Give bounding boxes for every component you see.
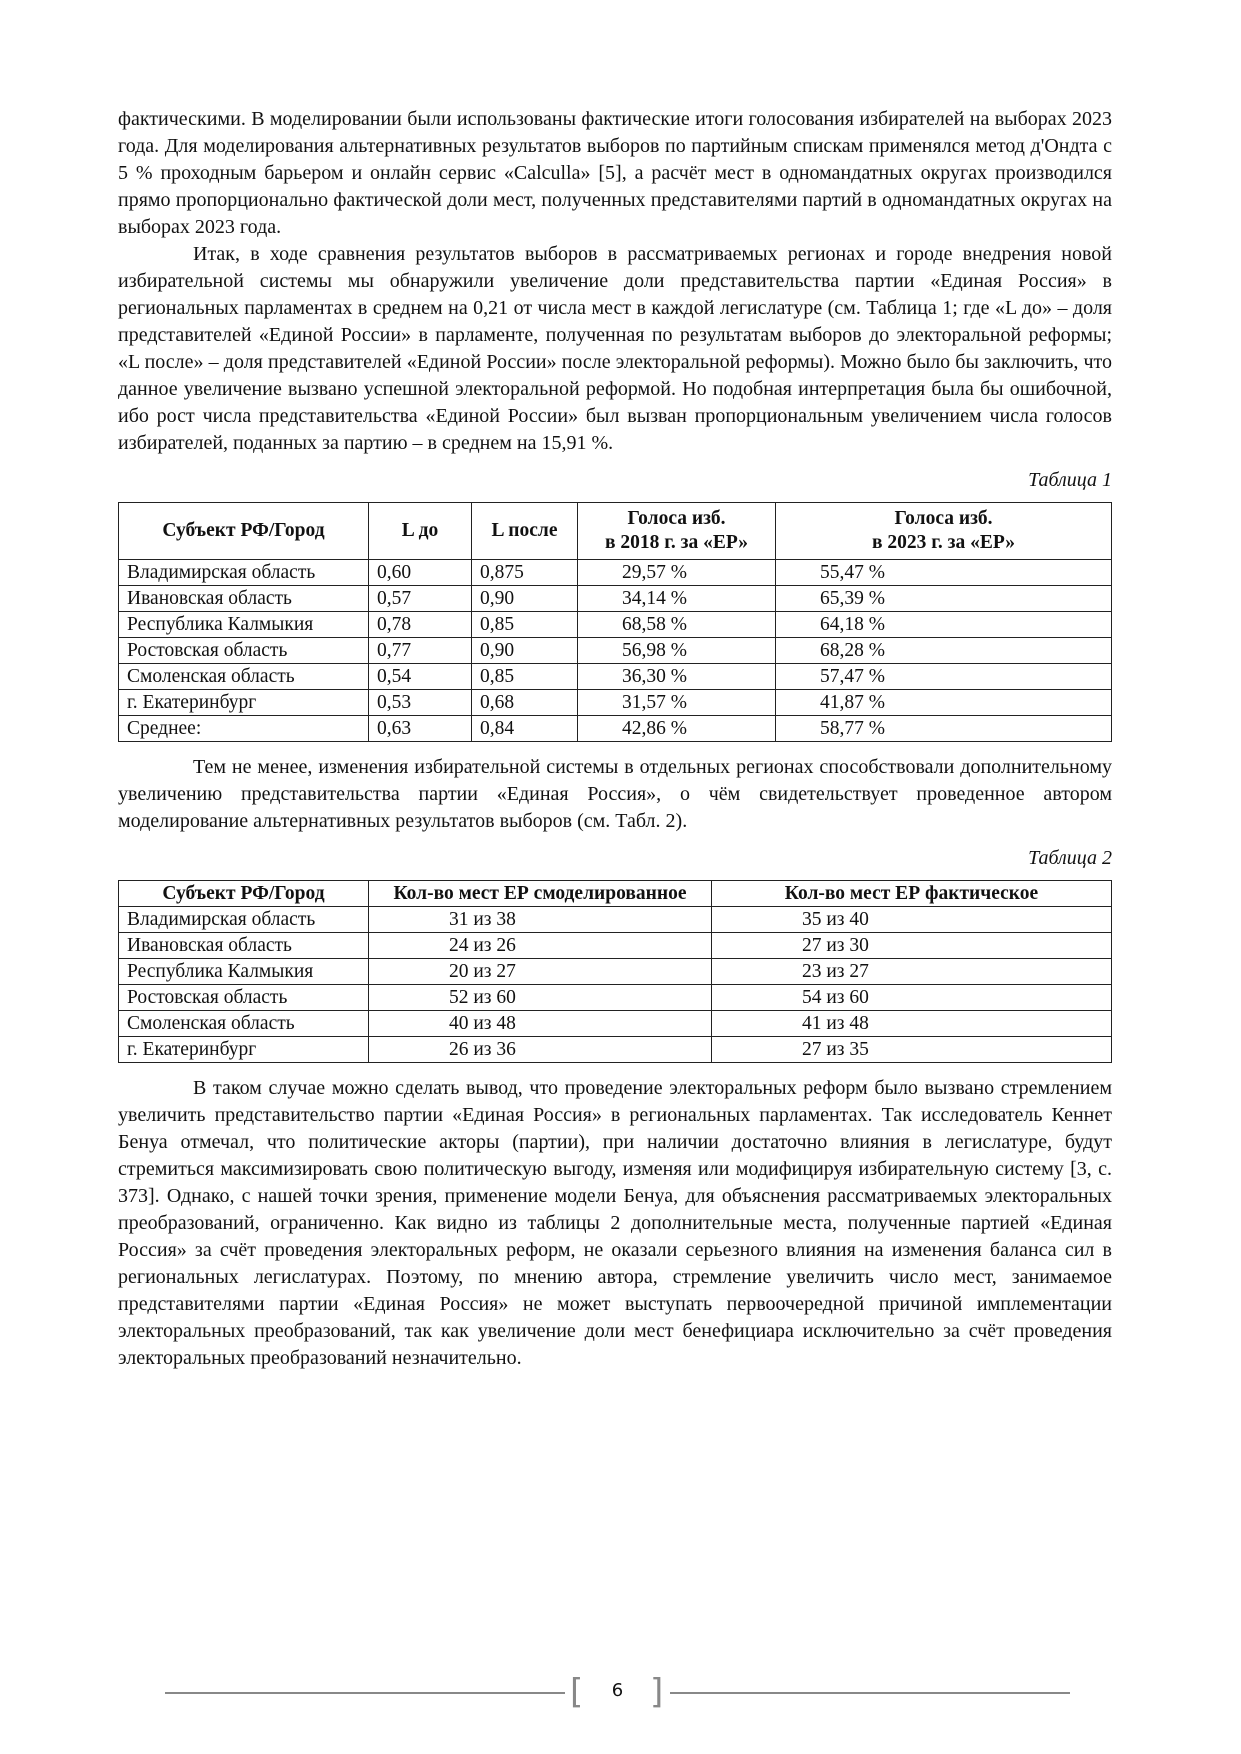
table-cell: 40 из 48 xyxy=(369,1011,712,1037)
header-line: Голоса изб. xyxy=(894,508,993,529)
table-row xyxy=(119,1037,1112,1063)
page-number: 6 xyxy=(611,1680,624,1701)
table-cell: 0,60 xyxy=(369,560,472,586)
table-cell: 56,98 % xyxy=(578,638,776,664)
document-page xyxy=(118,106,1112,1372)
column-header: Кол-во мест ЕР смоделированное xyxy=(369,881,712,907)
table-row xyxy=(119,716,1112,742)
table-row xyxy=(119,690,1112,716)
table-row xyxy=(119,612,1112,638)
table-caption: Таблица 1 xyxy=(1028,469,1112,491)
table-cell: Ивановская область xyxy=(119,586,369,612)
table-cell: 0,63 xyxy=(369,716,472,742)
page-footer xyxy=(165,1670,1070,1714)
table-row xyxy=(119,985,1112,1011)
table-cell: 64,18 % xyxy=(776,612,1112,638)
table-caption: Таблица 2 xyxy=(1028,847,1112,869)
table-header-row xyxy=(119,881,1112,907)
table-cell: 20 из 27 xyxy=(369,959,712,985)
table-row xyxy=(119,933,1112,959)
table-cell: Владимирская область xyxy=(119,560,369,586)
column-header: L до xyxy=(369,503,472,560)
table-cell: Ростовская область xyxy=(119,638,369,664)
table-cell: 54 из 60 xyxy=(712,985,1112,1011)
table-cell: 42,86 % xyxy=(578,716,776,742)
table-row xyxy=(119,664,1112,690)
paragraph: Итак, в ходе сравнения результатов выборов в рассматриваемых регионах и городе внедрения новой избирательной системы мы обнаружили увеличение доли представительства партии «Единая Россия» в региональных парламентах в среднем на 0,21 от числа мест в каждой легислатуре (см. Таблица 1; где «L до» – доля представителей «Единой России» в парламенте, полученная по результатам выборов до электоральной реформы; «L после» – доля представителей «Единой России» после электоральной реформы). Можно было бы заключить, что данное увеличение вызвано успешной электоральной реформой. Но подобная интерпретация была бы ошибочной, ибо рост числа представительства «Единой России» был вызван пропорциональным увеличением числа голосов избирателей, поданных за партию – в среднем на 15,91 %. xyxy=(118,243,1112,454)
table-row xyxy=(119,959,1112,985)
table-cell: 0,57 xyxy=(369,586,472,612)
column-header: Кол-во мест ЕР фактическое xyxy=(712,881,1112,907)
table-cell: 0,78 xyxy=(369,612,472,638)
table-cell: 41,87 % xyxy=(776,690,1112,716)
table-cell: 31,57 % xyxy=(578,690,776,716)
paragraph: Тем не менее, изменения избирательной системы в отдельных регионах способствовали дополнительному увеличению представительства партии «Единая Россия», о чём свидетельствует проведенное автором моделирование альтернативных результатов выборов (см. Табл. 2). xyxy=(118,756,1112,832)
table-cell: 23 из 27 xyxy=(712,959,1112,985)
table-1 xyxy=(118,502,1112,742)
table-row xyxy=(119,586,1112,612)
footer-rule xyxy=(165,1692,565,1694)
table-cell: 0,53 xyxy=(369,690,472,716)
header-line: Голоса изб. xyxy=(627,508,726,529)
table-cell: 0,85 xyxy=(472,612,578,638)
table-2 xyxy=(118,880,1112,1063)
table-cell: 36,30 % xyxy=(578,664,776,690)
header-line: в 2023 г. за «ЕР» xyxy=(871,532,1016,553)
table-cell: Ивановская область xyxy=(119,933,369,959)
table-cell: Среднее: xyxy=(119,716,369,742)
header-line: в 2018 г. за «ЕР» xyxy=(604,532,749,553)
table-cell: 0,77 xyxy=(369,638,472,664)
table-cell: 58,77 % xyxy=(776,716,1112,742)
table-cell: 65,39 % xyxy=(776,586,1112,612)
table-cell: Республика Калмыкия xyxy=(119,959,369,985)
table-row xyxy=(119,1011,1112,1037)
paragraph: В таком случае можно сделать вывод, что проведение электоральных реформ было вызвано стремлением увеличить представительство партии «Единая Россия» в региональных парламентах. Так исследователь Кеннет Бенуа отмечал, что политические акторы (партии), при наличии достаточно влияния в легислатуре, будут стремиться максимизировать свою политическую выгоду, изменяя или модифицируя избирательную систему [3, с. 373]. Однако, с нашей точки зрения, применение модели Бенуа, для объяснения рассматриваемых электоральных преобразований, ограниченно. Как видно из таблицы 2 дополнительные места, полученные партией «Единая Россия» за счёт проведения электоральных реформ, не оказали серьезного влияния на изменения баланса сил в региональных легислатурах. Поэтому, по мнению автора, стремление увеличить число мест, занимаемое представителями партии «Единая Россия» не может выступать первоочередной причиной имплементации электоральных преобразований, так как увеличение доли мест бенефициара исключительно за счёт проведения электоральных преобразований незначительно. xyxy=(118,1077,1112,1369)
table-row xyxy=(119,907,1112,933)
table-cell: Ростовская область xyxy=(119,985,369,1011)
table-row xyxy=(119,638,1112,664)
column-header: L после xyxy=(472,503,578,560)
table-cell: 68,28 % xyxy=(776,638,1112,664)
table-cell: 24 из 26 xyxy=(369,933,712,959)
table-cell: Смоленская область xyxy=(119,664,369,690)
table-cell: 0,54 xyxy=(369,664,472,690)
table-cell: 0,90 xyxy=(472,638,578,664)
table-cell: г. Екатеринбург xyxy=(119,1037,369,1063)
table-cell: Владимирская область xyxy=(119,907,369,933)
table-cell: 41 из 48 xyxy=(712,1011,1112,1037)
column-header xyxy=(776,503,1112,560)
table-header-row xyxy=(119,503,1112,560)
table-cell: 0,875 xyxy=(472,560,578,586)
table-cell: 31 из 38 xyxy=(369,907,712,933)
table-cell: г. Екатеринбург xyxy=(119,690,369,716)
left-bracket-icon: [ xyxy=(570,1672,584,1712)
right-bracket-icon: ] xyxy=(650,1672,664,1712)
table-cell: 55,47 % xyxy=(776,560,1112,586)
table-cell: 29,57 % xyxy=(578,560,776,586)
table-cell: Республика Калмыкия xyxy=(119,612,369,638)
paragraph: фактическими. В моделировании были использованы фактические итоги голосования избирателей на выборах 2023 года. Для моделирования альтернативных результатов выборов по партийным спискам применялся метод д'Ондта с 5 % проходным барьером и онлайн сервис «Calculla» [5], а расчёт мест в одномандатных округах производился прямо пропорционально фактической доли мест, полученных представителями партий в одномандатных округах на выборах 2023 года. xyxy=(118,108,1112,238)
column-header: Субъект РФ/Город xyxy=(119,881,369,907)
table-cell: 35 из 40 xyxy=(712,907,1112,933)
table-cell: 0,84 xyxy=(472,716,578,742)
table-row xyxy=(119,560,1112,586)
table-cell: Смоленская область xyxy=(119,1011,369,1037)
table-cell: 57,47 % xyxy=(776,664,1112,690)
table-cell: 27 из 30 xyxy=(712,933,1112,959)
table-cell: 52 из 60 xyxy=(369,985,712,1011)
table-cell: 0,85 xyxy=(472,664,578,690)
table-cell: 68,58 % xyxy=(578,612,776,638)
table-cell: 26 из 36 xyxy=(369,1037,712,1063)
column-header xyxy=(578,503,776,560)
table-cell: 0,90 xyxy=(472,586,578,612)
footer-rule xyxy=(670,1692,1070,1694)
column-header: Субъект РФ/Город xyxy=(119,503,369,560)
table-cell: 34,14 % xyxy=(578,586,776,612)
table-cell: 27 из 35 xyxy=(712,1037,1112,1063)
table-cell: 0,68 xyxy=(472,690,578,716)
